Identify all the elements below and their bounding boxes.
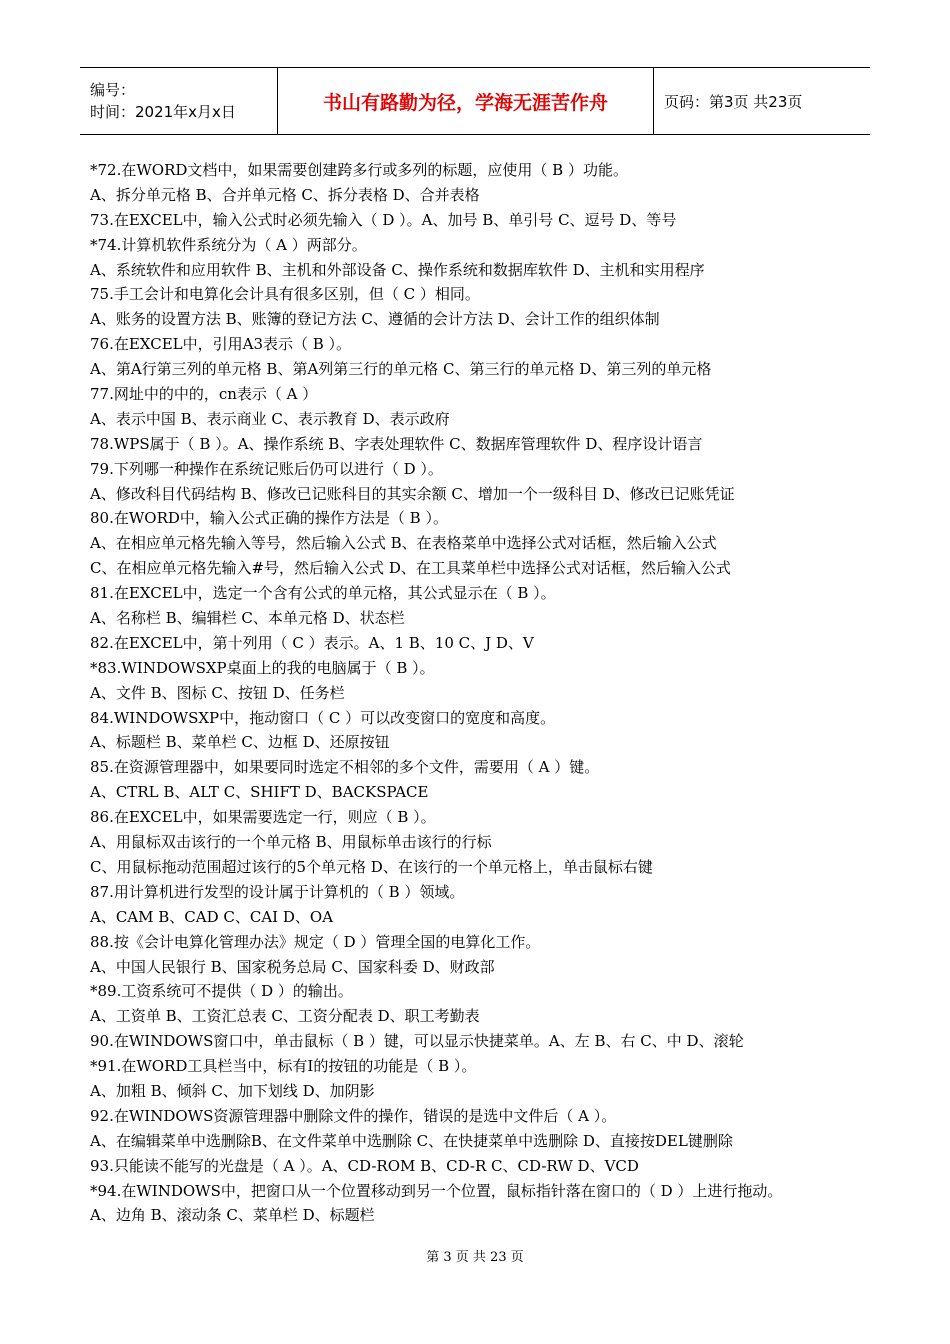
question-line: 77.网址中的中的，cn表示（ A ）: [90, 385, 318, 404]
document-number-label: 编号：: [90, 81, 136, 99]
question-line: A、在编辑菜单中选删除B、在文件菜单中选删除 C、在快捷菜单中选删除 D、直接按DEL键删除: [90, 1131, 733, 1150]
question-line: A、修改科目代码结构 B、修改已记账科目的其实余额 C、增加一个一级科目 D、修改已记账凭证: [90, 484, 735, 503]
question-line: A、标题栏 B、菜单栏 C、边框 D、还原按钮: [90, 733, 390, 752]
question-line: 92.在WINDOWS资源管理器中删除文件的操作，错误的是选中文件后（ A ）。: [90, 1106, 617, 1125]
question-line: *83.WINDOWSXP桌面上的我的电脑属于（ B ）。: [90, 658, 435, 677]
question-line: *91.在WORD工具栏当中，标有I的按钮的功能是（ B ）。: [90, 1057, 477, 1076]
question-line: A、CAM B、CAD C、CAI D、OA: [90, 907, 334, 926]
question-line: 80.在WORD中，输入公式正确的操作方法是（ B ）。: [90, 509, 448, 528]
question-line: A、在相应单元格先输入等号，然后输入公式 B、在表格菜单中选择公式对话框，然后输入公式: [90, 534, 717, 553]
question-line: 82.在EXCEL中，第十列用（ C ）表示。A、1 B、10 C、J D、V: [90, 633, 534, 652]
question-line: A、CTRL B、ALT C、SHIFT D、BACKSPACE: [90, 783, 429, 802]
question-line: A、名称栏 B、编辑栏 C、本单元格 D、状态栏: [90, 609, 405, 628]
question-line: A、中国人民银行 B、国家税务总局 C、国家科委 D、财政部: [90, 957, 495, 976]
header-slogan: 书山有路勤为径，学海无涯苦作舟: [278, 68, 654, 134]
question-line: 75.手工会计和电算化会计具有很多区别，但（ C ）相同。: [90, 285, 480, 304]
question-line: 88.按《会计电算化管理办法》规定（ D ）管理全国的电算化工作。: [90, 932, 541, 951]
question-line: *72.在WORD文档中，如果需要创建跨多行或多列的标题，应使用（ B ）功能。: [90, 161, 628, 179]
question-line: A、边角 B、滚动条 C、菜单栏 D、标题栏: [90, 1206, 375, 1225]
question-line: A、文件 B、图标 C、按钮 D、任务栏: [90, 683, 345, 702]
question-line: 86.在EXCEL中，如果需要选定一行，则应（ B ）。: [90, 808, 436, 827]
question-line: C、在相应单元格先输入#号，然后输入公式 D、在工具菜单栏中选择公式对话框，然后输入公式: [90, 559, 731, 578]
question-line: 87.用计算机进行发型的设计属于计算机的（ B ）领域。: [90, 882, 465, 901]
document-time-label: 时间：2021年x月x日: [90, 103, 236, 121]
question-line: *74.计算机软件系统分为（ A ）两部分。: [90, 235, 367, 254]
question-line: C、用鼠标拖动范围超过该行的5个单元格 D、在该行的一个单元格上，单击鼠标右键: [90, 857, 653, 876]
question-line: A、工资单 B、工资汇总表 C、工资分配表 D、职工考勤表: [90, 1007, 480, 1026]
question-line: 76.在EXCEL中，引用A3表示（ B ）。: [90, 335, 352, 354]
question-line: 81.在EXCEL中，选定一个含有公式的单元格，其公式显示在（ B ）。: [90, 584, 556, 603]
page-header: [80, 67, 870, 135]
question-line: 84.WINDOWSXP中，拖动窗口（ C ）可以改变窗口的宽度和高度。: [90, 708, 556, 727]
question-line: *89.工资系统可不提供（ D ）的输出。: [90, 982, 353, 1001]
question-line: *94.在WINDOWS中，把窗口从一个位置移动到另一个位置，鼠标指针落在窗口的（ D ）上进行拖动。: [90, 1181, 783, 1200]
question-line: A、拆分单元格 B、合并单元格 C、拆分表格 D、合并表格: [90, 185, 480, 204]
page-footer: 第 3 页 共 23 页: [426, 1250, 524, 1265]
question-line: A、加粗 B、倾斜 C、加下划线 D、加阴影: [90, 1081, 375, 1100]
question-line: 73.在EXCEL中，输入公式时必须先输入（ D ）。A、加号 B、单引号 C、逗号 D、等号: [90, 210, 677, 229]
question-line: A、表示中国 B、表示商业 C、表示教育 D、表示政府: [90, 409, 450, 428]
header-page-info: 页码：第3页 共23页: [664, 92, 803, 111]
question-line: A、用鼠标双击该行的一个单元格 B、用鼠标单击该行的行标: [90, 833, 492, 852]
question-line: 79.下列哪一种操作在系统记账后仍可以进行（ D ）。: [90, 459, 443, 478]
question-line: 93.只能读不能写的光盘是（ A ）。A、CD-ROM B、CD-R C、CD-RW D、VCD: [90, 1156, 639, 1175]
question-list: [90, 158, 865, 1228]
header-meta: [80, 68, 278, 134]
question-line: A、系统软件和应用软件 B、主机和外部设备 C、操作系统和数据库软件 D、主机和实用程序: [90, 260, 705, 279]
question-line: A、第A行第三列的单元格 B、第A列第三行的单元格 C、第三行的单元格 D、第三列的单元格: [90, 360, 712, 379]
question-line: 85.在资源管理器中，如果要同时选定不相邻的多个文件，需要用（ A ）键。: [90, 758, 600, 777]
question-line: 78.WPS属于（ B ）。A、操作系统 B、字表处理软件 C、数据库管理软件 D、程序设计语言: [90, 434, 703, 453]
question-line: A、账务的设置方法 B、账簿的登记方法 C、遵循的会计方法 D、会计工作的组织体制: [90, 310, 660, 329]
question-line: 90.在WINDOWS窗口中，单击鼠标（ B ）键，可以显示快捷菜单。A、左 B、右 C、中 D、滚轮: [90, 1032, 744, 1051]
